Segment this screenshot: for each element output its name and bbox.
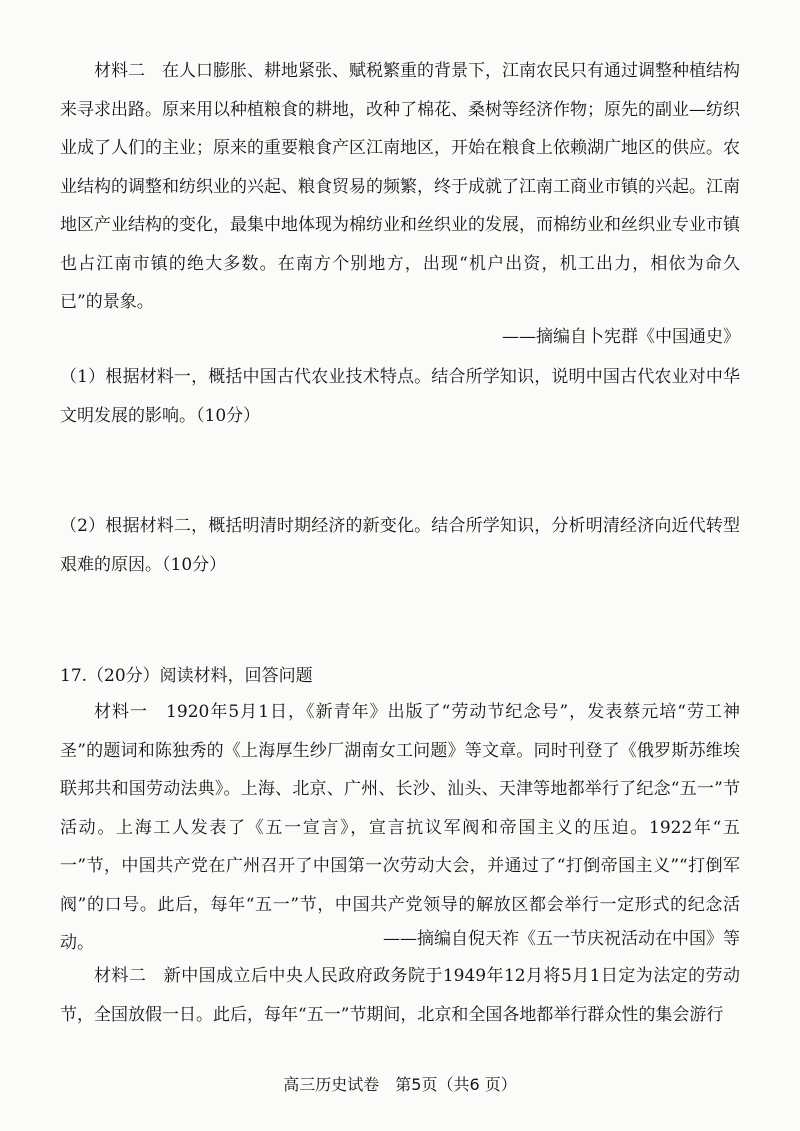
material-two-source: ——摘编自卜宪群《中国通史》 <box>502 327 740 347</box>
q17-material-two-paragraph: 材料二 新中国成立后中央人民政府政务院于1949年12月将5月1日定为法定的劳动节，全国放假一日。此后，每年“五一”节期间，北京和全国各地都举行群众性的集会游行 <box>60 966 740 1025</box>
material-two-paragraph: 材料二 在人口膨胀、耕地紧张、赋税繁重的背景下，江南农民只有通过调整种植结构来寻求出路。原来用以种植粮食的耕地，改种了棉花、桑树等经济作物；原先的副业—纺织业成了人们的主业；原来的重要粮食产区江南地区，开始在粮食上依赖湖广地区的供应。农业结构的调整和纺织业的兴起、粮食贸易的频繁，终于成就了江南工商业市镇的兴起。江南地区产业结构的变化，最集中地体现为棉纺业和丝织业的发展，而棉纺业和丝织业专业市镇也占江南市镇的绝大多数。在南方个别地方，出现“机户出资，机工出力，相依为命久已”的景象。 <box>60 61 740 312</box>
page-footer: 高三历史试卷 第5页（共6 页） <box>283 1075 517 1094</box>
question-2: （2）根据材料二，概括明清时期经济的新变化。结合所学知识，分析明清经济向近代转型艰难的原因。（10分） <box>60 516 740 575</box>
question-17-heading: 17.（20分）阅读材料，回答问题 <box>60 666 313 686</box>
question-1: （1）根据材料一，概括中国古代农业技术特点。结合所学知识，说明中国古代农业对中华文明发展的影响。（10分） <box>60 367 740 426</box>
q17-material-one-source: ——摘编自倪天祚《五一节庆祝活动在中国》等 <box>383 929 740 949</box>
q17-material-one-paragraph: 材料一 1920年5月1日，《新青年》出版了“劳动节纪念号”，发表蔡元培“劳工神圣”的题词和陈独秀的《上海厚生纱厂湖南女工问题》等文章。同时刊登了《俄罗斯苏维埃联邦共和国劳动法典》。上海、北京、广州、长沙、汕头、天津等地都举行了纪念“五一”节活动。上海工人发表了《五一宣言》，宣言抗议军阀和帝国主义的压迫。1922年“五一”节，中国共产党在广州召开了中国第一次劳动大会，并通过了“打倒帝国主义”“打倒军阀”的口号。此后，每年“五一”节，中国共产党领导的解放区都会举行一定形式的纪念活动。 <box>60 702 740 953</box>
